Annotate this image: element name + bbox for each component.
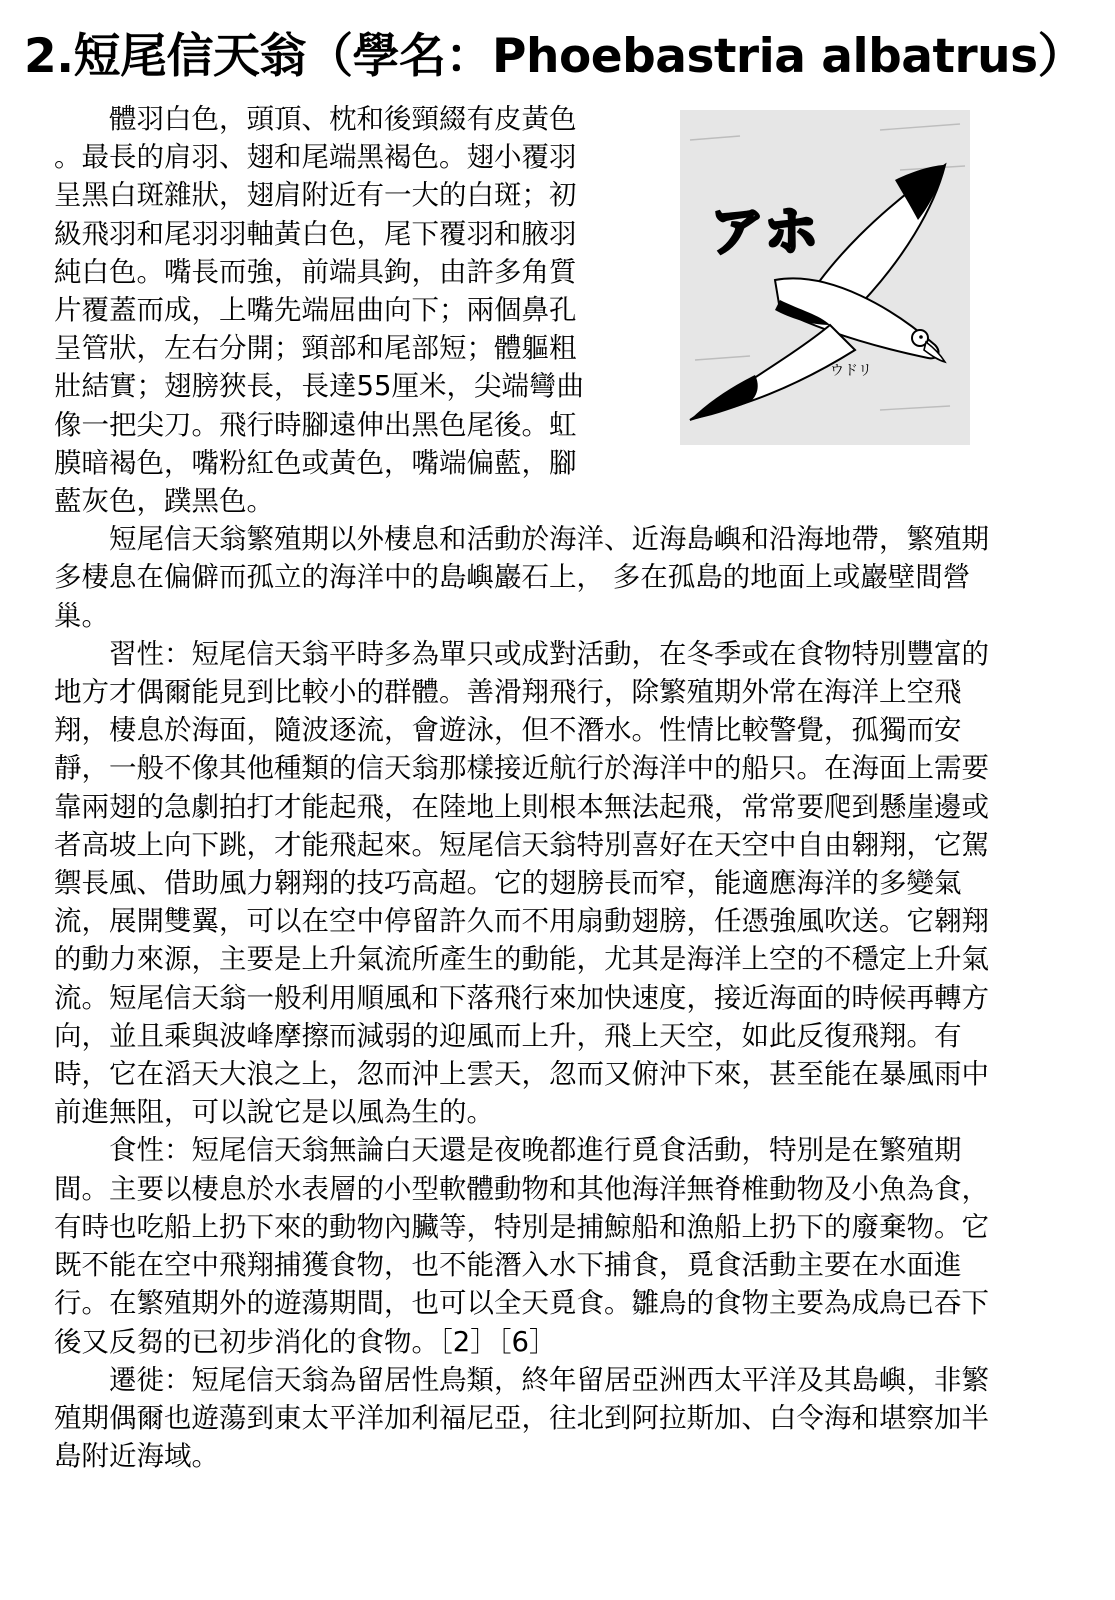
description-line: 呈管狀，左右分開；頸部和尾部短；體軀粗 <box>54 332 577 365</box>
description-line: 膜暗褐色，嘴粉紅色或黃色，嘴端偏藍，腳 <box>54 446 577 479</box>
description-line: 。最長的肩羽、翅和尾端黑褐色。翅小覆羽 <box>54 141 577 174</box>
description-line: 呈黑白斑雜狀，翅肩附近有一大的白斑；初 <box>54 179 577 212</box>
article-body <box>54 100 1014 1475</box>
description-line: 體羽白色，頭頂、枕和後頸綴有皮黃色 <box>54 103 577 135</box>
page-title: 2.短尾信天翁（學名：Phoebastria albatrus） <box>24 29 1085 84</box>
description-line: 片覆蓋而成，上嘴先端屈曲向下；兩個鼻孔 <box>54 294 577 327</box>
description-block <box>54 100 639 520</box>
illustration-caption-left: アホ <box>710 200 818 263</box>
habitat-paragraph: 短尾信天翁繁殖期以外棲息和活動於海洋、近海島嶼和沿海地帶，繁殖期多棲息在偏僻而孤立的海洋中的島嶼巖石上， 多在孤島的地面上或巖壁間營巢。 <box>54 523 989 632</box>
migration-paragraph: 遷徙：短尾信天翁為留居性鳥類，終年留居亞洲西太平洋及其島嶼，非繁殖期偶爾也遊蕩到東太平洋加利福尼亞，往北到阿拉斯加、白令海和堪察加半島附近海域。 <box>54 1363 989 1473</box>
behavior-paragraph: 習性：短尾信天翁平時多為單只或成對活動，在冬季或在食物特別豐富的地方才偶爾能見到比較小的群體。善滑翔飛行，除繁殖期外常在海洋上空飛翔，棲息於海面，隨波逐流，會遊泳，但不潛水。性情比較警覺，孤獨而安靜，一般不像其他種類的信天翁那樣接近航行於海洋中的船只。在海面上需要靠兩翅的急劇拍打才能起飛，在陸地上則根本無法起飛，常常要爬到懸崖邊或者高坡上向下跳，才能飛起來。短尾信天翁特別喜好在天空中自由翱翔，它駕禦長風、借助風力翱翔的技巧高超。它的翅膀長而窄，能適應海洋的多變氣流，展開雙翼，可以在空中停留許久而不用扇動翅膀，任憑強風吹送。它翱翔的動力來源，主要是上升氣流所產生的動能，尤其是海洋上空的不穩定上升氣流。短尾信天翁一般利用順風和下落飛行來加快速度，接近海面的時候再轉方向，並且乘與波峰摩擦而減弱的迎風而上升，飛上天空，如此反復飛翔。有時，它在滔天大浪之上，忽而沖上雲天，忽而又俯沖下來，甚至能在暴風雨中前進無阻，可以說它是以風為生的。 <box>54 637 989 1129</box>
description-line: 壯結實；翅膀狹長，長達55厘米，尖端彎曲 <box>54 370 584 403</box>
description-line: 級飛羽和尾羽羽軸黃白色，尾下覆羽和腋羽 <box>54 217 577 250</box>
diet-paragraph: 食性：短尾信天翁無論白天還是夜晚都進行覓食活動，特別是在繁殖期間。主要以棲息於水表層的小型軟體動物和其他海洋無脊椎動物及小魚為食，有時也吃船上扔下來的動物內臟等，特別是捕鯨船和漁船上扔下的廢棄物。它既不能在空中飛翔捕獲食物，也不能潛入水下捕食，覓食活動主要在水面進行。在繁殖期外的遊蕩期間，也可以全天覓食。雛鳥的食物主要為成鳥已吞下後又反芻的已初步消化的食物。［2］［6］ <box>54 1134 989 1358</box>
description-line: 純白色。嘴長而強，前端具鉤，由許多角質 <box>54 255 577 288</box>
description-line: 藍灰色，蹼黑色。 <box>54 485 274 518</box>
illustration-caption-right: ウドリ <box>830 363 872 379</box>
description-line: 像一把尖刀。飛行時腳遠伸出黑色尾後。虹 <box>54 408 577 441</box>
